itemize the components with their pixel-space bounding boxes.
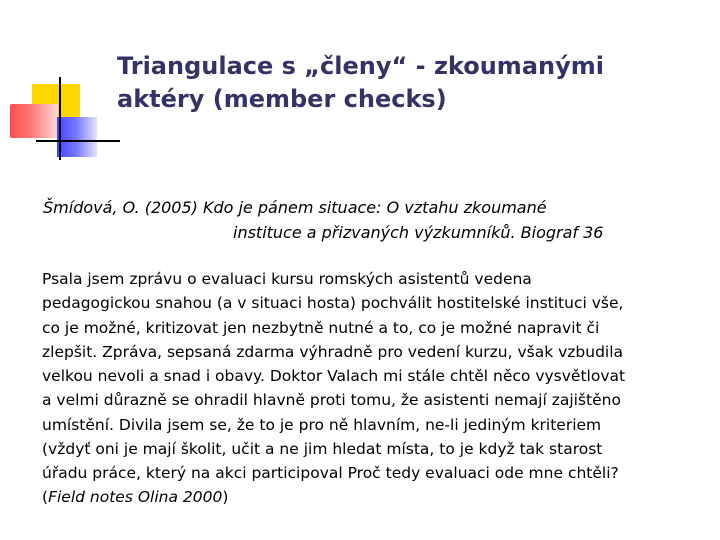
body-line: a velmi důrazně se ohradil hlavně proti tomu, že asistenti nemají zajištěno <box>42 391 621 410</box>
slide-title <box>117 50 697 116</box>
body-line: zlepšit. Zpráva, sepsaná zdarma výhradně pro vedení kurzu, však vzbudila <box>42 342 624 361</box>
body-line-source <box>42 485 718 509</box>
citation-line-2: instituce a přizvaných výzkumníků. Biograf 36 <box>233 223 604 242</box>
body-line: velkou nevoli a snad i obavy. Doktor Valach mi stále chtěl něco vysvětlovat <box>42 367 626 385</box>
citation-line-1: Šmídová, O. (2005) Kdo je pánem situace: O vztahu zkoumané <box>43 198 547 217</box>
source-reference: Field notes Olina 2000 <box>48 488 223 507</box>
logo-blue-square <box>57 117 97 157</box>
logo-horizontal-line <box>36 140 120 142</box>
body-line: co je možné, kritizovat jen nezbytně nutné a to, co je možné napravit či <box>42 318 600 337</box>
source-close-paren: ) <box>222 488 229 507</box>
body-line: umístění. Divila jsem se, že to je pro ně hlavním, ne-li jediným kriteriem <box>42 415 602 434</box>
body-line: pedagogickou snahou (a v situaci hosta) pochválit hostitelské instituci vše, <box>42 294 624 313</box>
logo-red-square <box>10 104 58 138</box>
body-line: úřadu práce, který na akci participoval Proč tedy evaluaci ode mne chtěli? <box>42 464 619 482</box>
title-line-1: Triangulace s „členy“ - zkoumanými <box>117 52 604 80</box>
body-line: Psala jsem zprávu o evaluaci kursu romských asistentů vedena <box>42 270 532 288</box>
body-paragraph <box>42 267 718 510</box>
title-line-2: aktéry (member checks) <box>117 85 447 113</box>
body-line: (vždyť oni je mají školit, učit a ne jim hledat místa, to je když tak starost <box>42 439 603 458</box>
source-open-paren: ( <box>42 488 49 507</box>
citation <box>43 195 703 245</box>
logo-vertical-line <box>59 77 61 160</box>
